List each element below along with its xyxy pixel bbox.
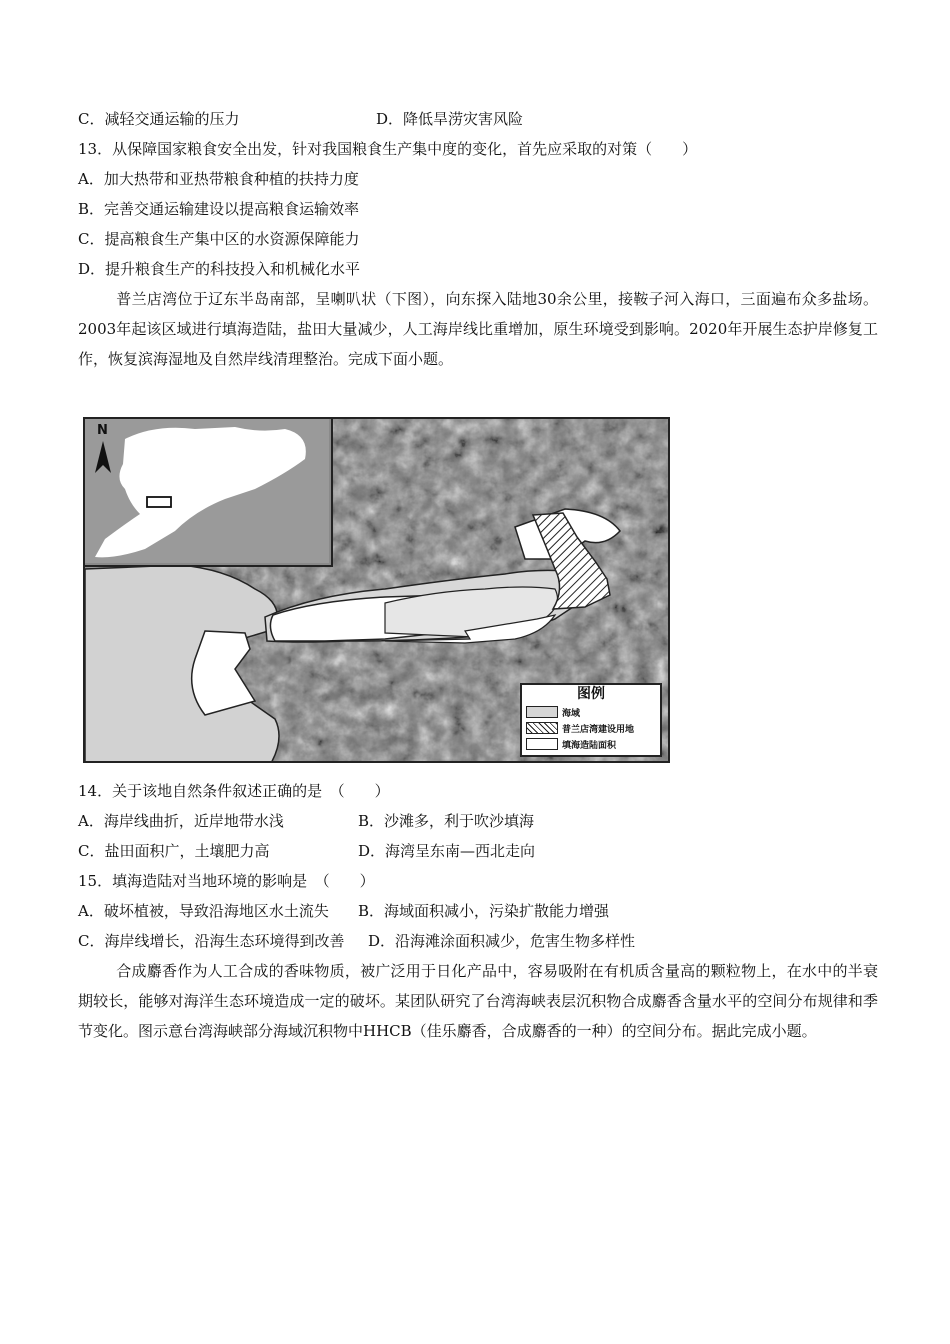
legend-reclaimed-label: 填海造陆面积 [562, 740, 617, 751]
map-legend [520, 683, 662, 757]
q14-option-d: D．海湾呈东南—西北走向 [358, 842, 536, 860]
passage-puland-bay-text: 普兰店湾位于辽东半岛南部，呈喇叭状（下图），向东探入陆地30余公里，接鞍子河入海口，三面遍布众多盐场。2003年起该区域进行填海造陆，盐田大量减少，人工海岸线比重增加，原生环境受到影响。2020年开展生态护岸修复工作，恢复滨海湿地及自然岸线清理整治。完成下面小题。 [78, 290, 878, 368]
legend-reclaimed-swatch [526, 738, 558, 750]
legend-row-sea [526, 705, 580, 719]
q15-stem: 15．填海造陆对当地环境的影响是 （ ） [78, 872, 375, 890]
q14-option-a: A．海岸线曲折，近岸地带水浅 [78, 812, 284, 830]
q15-option-a: A．破坏植被，导致沿海地区水土流失 [78, 902, 329, 920]
q12-option-d: D．降低旱涝灾害风险 [376, 110, 524, 128]
legend-row-construction [526, 721, 634, 735]
q15-option-b: B．海域面积减小，污染扩散能力增强 [358, 902, 610, 920]
q14-option-b: B．沙滩多，利于吹沙填海 [358, 812, 535, 830]
q13-stem: 13．从保障国家粮食安全出发，针对我国粮食生产集中度的变化，首先应采取的对策（ ） [78, 140, 698, 158]
legend-construction-label: 普兰店湾建设用地 [562, 724, 635, 735]
legend-sea-label: 海域 [562, 708, 581, 719]
bay-map-figure [83, 417, 670, 763]
legend-construction-swatch [526, 722, 558, 734]
q12-option-c: C．减轻交通运输的压力 [78, 110, 240, 128]
passage-synthetic-musk-text: 合成麝香作为人工合成的香味物质，被广泛用于日化产品中，容易吸附在有机质含量高的颗粒物上，在水中的半衰期较长，能够对海洋生态环境造成一定的破坏。某团队研究了台湾海峡表层沉积物合成麝香含量水平的空间分布规律和季节变化。图示意台湾海峡部分海域沉积物中HHCB（佳乐麝香，合成麝香的一种）的空间分布。据此完成小题。 [78, 962, 878, 1040]
q15-option-d: D．沿海滩涂面积减少，危害生物多样性 [368, 932, 636, 950]
q15-option-c: C．海岸线增长，沿海生态环境得到改善 [78, 932, 345, 950]
q13-option-a: A．加大热带和亚热带粮食种植的扶持力度 [78, 170, 359, 188]
legend-title: 图例 [577, 686, 605, 702]
inset-locator-map [85, 419, 333, 567]
q14-option-c: C．盐田面积广，土壤肥力高 [78, 842, 270, 860]
q14-stem: 14．关于该地自然条件叙述正确的是 （ ） [78, 782, 390, 800]
legend-sea-swatch [526, 706, 558, 718]
legend-row-reclaimed [526, 737, 616, 751]
inset-north-label: N [97, 423, 108, 438]
q13-option-b: B．完善交通运输建设以提高粮食运输效率 [78, 200, 360, 218]
q13-option-c: C．提高粮食生产集中区的水资源保障能力 [78, 230, 360, 248]
passage-puland-bay [78, 284, 878, 374]
q13-option-d: D．提升粮食生产的科技投入和机械化水平 [78, 260, 361, 278]
passage-synthetic-musk [78, 956, 878, 1046]
